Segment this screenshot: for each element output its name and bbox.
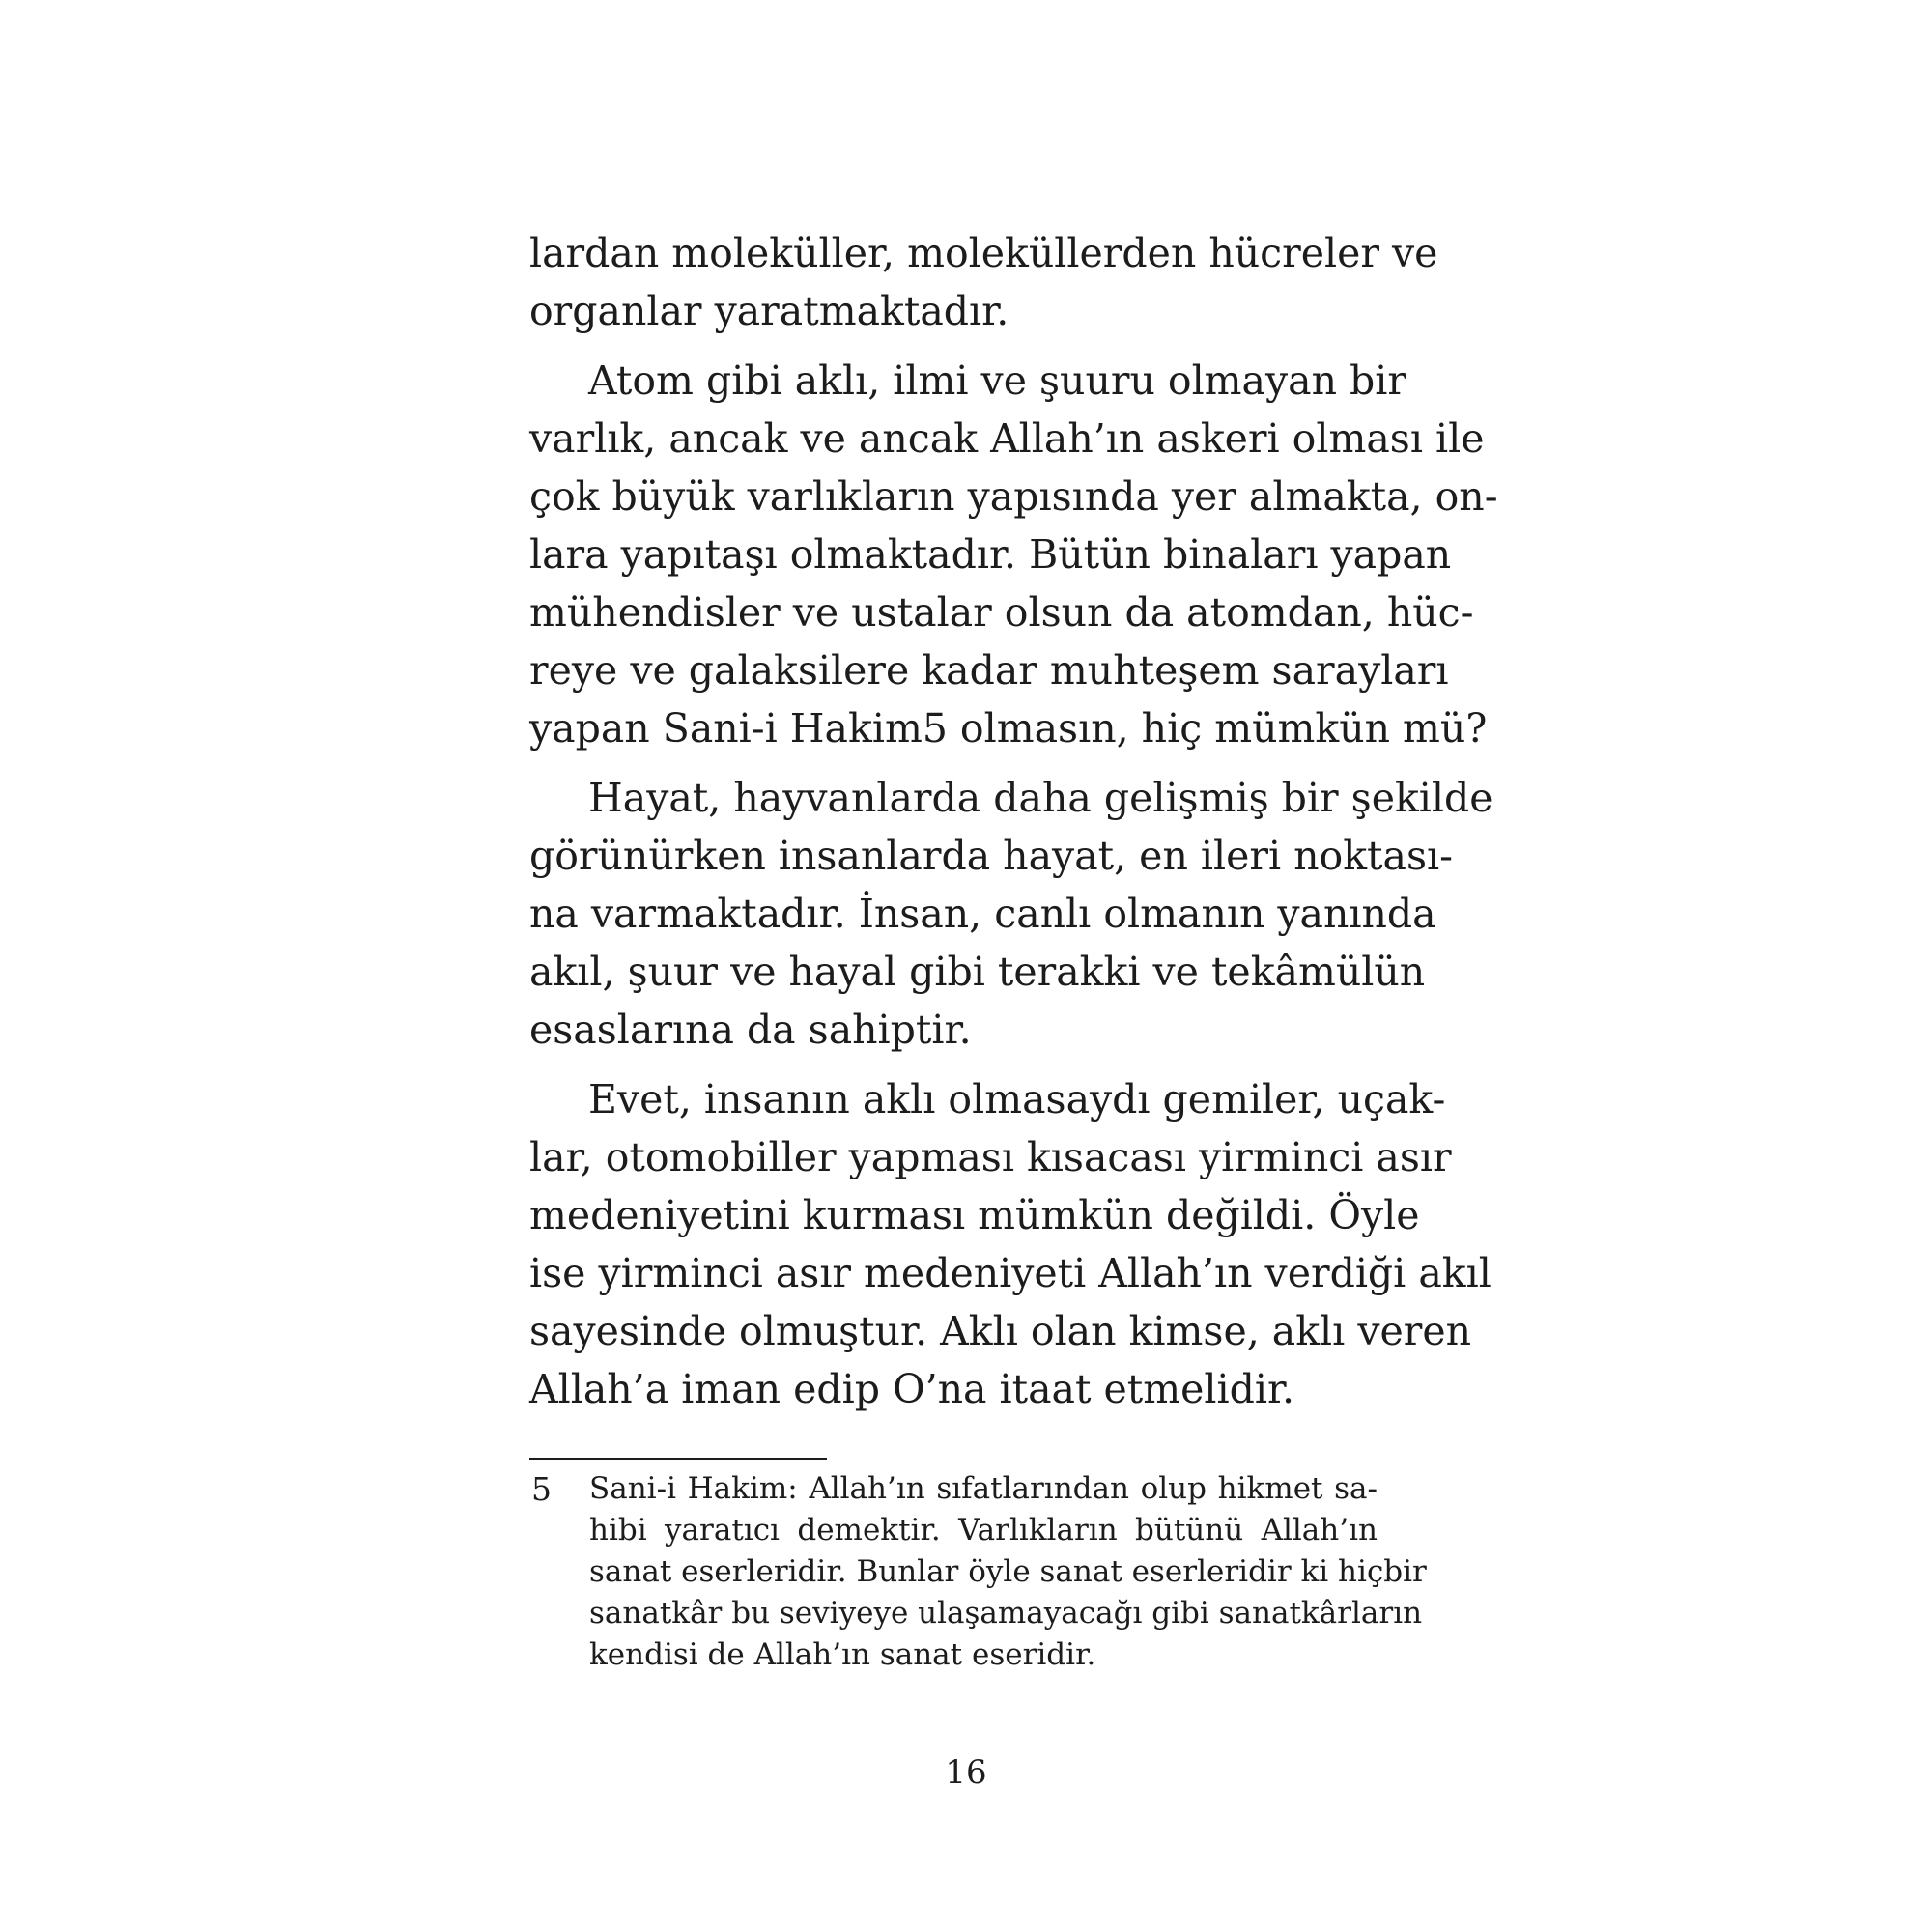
text-line: görünürken insanlarda hayat, en ileri noktası-	[529, 833, 1453, 879]
footnote-text	[589, 1468, 1427, 1676]
text-line: lar, otomobiller yapması kısacası yirminci asır	[529, 1134, 1452, 1180]
paragraph-2	[529, 352, 1498, 757]
paragraph-1	[529, 224, 1438, 340]
text-line: lardan moleküller, moleküllerden hücreler ve	[529, 230, 1438, 276]
page-number: 16	[945, 1753, 987, 1792]
text-line: Hayat, hayvanlarda daha gelişmiş bir şekilde	[588, 775, 1493, 821]
text-line: mühendisler ve ustalar olsun da atomdan, hüc-	[529, 589, 1474, 636]
footnote-divider	[529, 1458, 827, 1460]
text-line: çok büyük varlıkların yapısında yer almakta, on-	[529, 473, 1498, 520]
text-line: varlık, ancak ve ancak Allah’ın askeri olması ile	[529, 415, 1485, 462]
text-line: Atom gibi aklı, ilmi ve şuuru olmayan bir	[588, 357, 1407, 404]
text-line: medeniyetini kurması mümkün değildi. Öyle	[529, 1192, 1420, 1238]
text-line: yapan Sani-i Hakim5 olmasın, hiç mümkün mü?	[529, 705, 1488, 752]
text-line: lara yapıtaşı olmaktadır. Bütün binaları yapan	[529, 531, 1452, 578]
footnote-line: sanatkâr bu seviyeye ulaşamayacağı gibi sanatkârların	[589, 1596, 1423, 1631]
text-line: organlar yaratmaktadır.	[529, 288, 1009, 334]
text-line: na varmaktadır. İnsan, canlı olmanın yanında	[529, 891, 1436, 937]
text-line: Evet, insanın aklı olmasaydı gemiler, uçak-	[588, 1076, 1446, 1122]
text-line: esaslarına da sahiptir.	[529, 1007, 972, 1053]
footnote-number: 5	[531, 1470, 552, 1508]
text-line: ise yirminci asır medeniyeti Allah’ın verdiği akıl	[529, 1250, 1492, 1296]
paragraph-3	[529, 769, 1493, 1059]
text-line: Allah’a iman edip O’na itaat etmelidir.	[529, 1366, 1295, 1412]
paragraph-4	[529, 1070, 1492, 1418]
footnote-line: sanat eserleridir. Bunlar öyle sanat eserleridir ki hiçbir	[589, 1554, 1427, 1589]
body-text	[529, 224, 1498, 1418]
footnote-line: kendisi de Allah’ın sanat eseridir.	[589, 1637, 1096, 1672]
text-line: akıl, şuur ve hayal gibi terakki ve tekâmülün	[529, 949, 1426, 995]
text-line: reye ve galaksilere kadar muhteşem sarayları	[529, 647, 1449, 694]
footnote-line: Sani-i Hakim: Allah’ın sıfatlarından olup hikmet sa-	[589, 1471, 1378, 1506]
text-line: sayesinde olmuştur. Aklı olan kimse, aklı veren	[529, 1308, 1472, 1354]
footnote-line: hibi yaratıcı demektir. Varlıkların bütünü Allah’ın	[589, 1513, 1378, 1548]
